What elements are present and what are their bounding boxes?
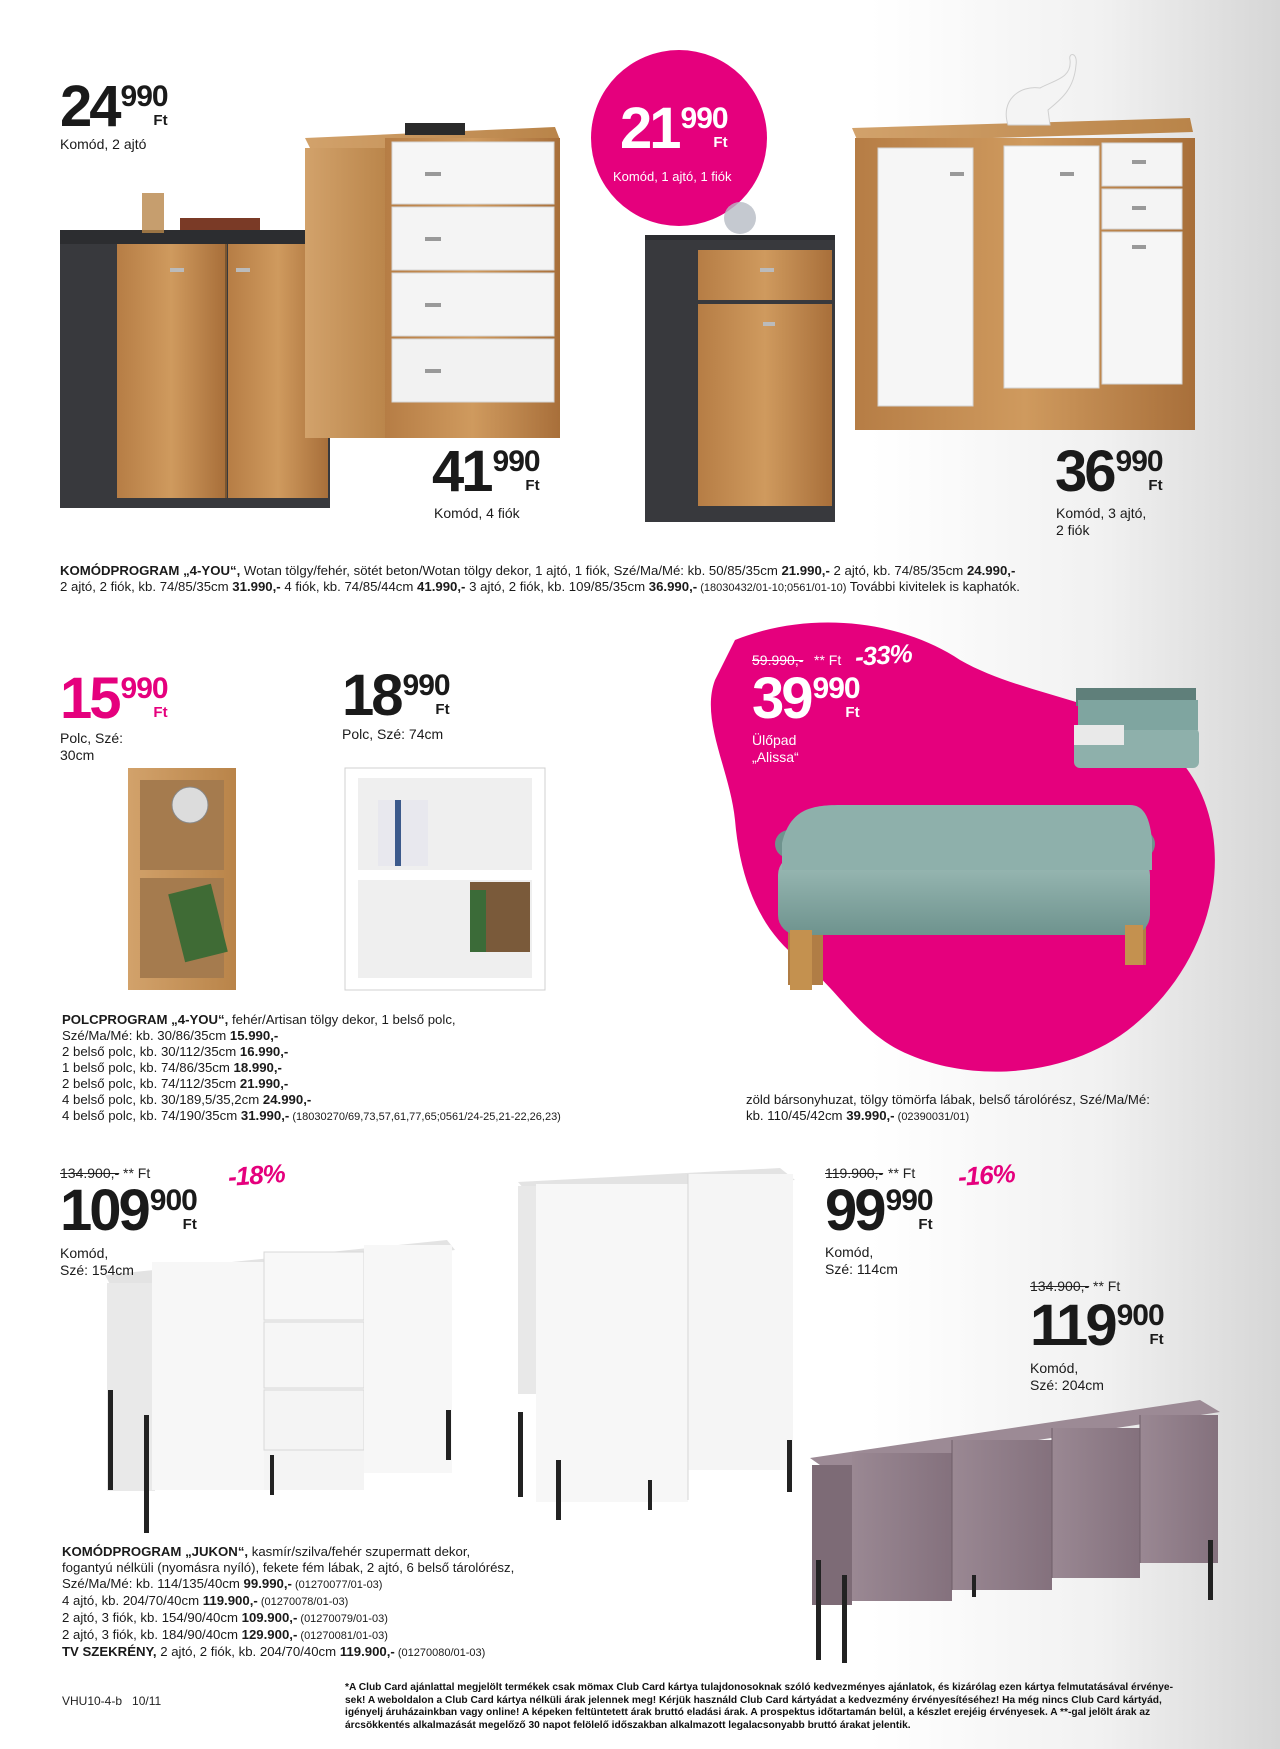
discount-sideboard-154: -18% (226, 1158, 286, 1192)
price-shelf-narrow: 15 990 Ft (60, 666, 168, 731)
old-price-suffix-sideboard-154: ** Ft (123, 1165, 151, 1181)
description-jukon: KOMÓDPROGRAM „JUKON“, kasmír/szilva/fehér szupermatt dekor, fogantyú nélküli (nyomásra nyíló), fekete fém lábak, 2 ajtó, 6 belső tárolórész, Szé/Ma/Mé: kb. 114/135/40cm 99.990,- (01270077/01-03) 4 ajtó, kb. 204/70/40cm 119.900,- (01270078/01-03) 2 ajtó, 3 fiók, kb. 154/90/40cm 109.900,- (01270079/01-03) 2 ajtó, 3 fiók, kb. 184/90/40cm 129.900,- (01270081/01-03) TV SZEKRÉNY, 2 ajtó, 2 fiók, kb. 204/70/40cm 119.900,- (01270080/01-03) (62, 1544, 515, 1659)
price-cabinet-3-door: 36 990 Ft (1055, 439, 1163, 504)
footer-code: VHU10-4-b 10/11 (62, 1694, 162, 1708)
caption-sideboard-204: Komód, Szé: 204cm (1030, 1360, 1104, 1393)
description-4you-dresser: KOMÓDPROGRAM „4-YOU“, Wotan tölgy/fehér, sötét beton/Wotan tölgy dekor, 1 ajtó, 1 fiók, Szé/Ma/Mé: kb. 50/85/35cm 21.990,- 2 ajtó, kb. 74/85/35cm 24.990,- 2 ajtó, 2 fiók, kb. 74/85/35cm 31.990,- 4 fiók, kb. 74/85/44cm 41.990,- 3 ajtó, 2 fiók, kb. 109/85/35cm 36.990,- (18030432/01-10;0561/01-10) További kivitelek is kaphatók. (60, 563, 1020, 594)
price-sideboard-204: 119 900 Ft (1030, 1293, 1164, 1358)
discount-cabinet-114: -16% (956, 1158, 1016, 1192)
description-4you-shelf: POLCPROGRAM „4-YOU“, fehér/Artisan tölgy dekor, 1 belső polc, Szé/Ma/Mé: kb. 30/86/35cm 15.990,- 2 belső polc, kb. 30/112/35cm 16.990,- 1 belső polc, kb. 74/86/35cm 18.990,- 2 belső polc, kb. 74/112/35cm 21.990,- 4 belső polc, kb. 30/189,5/35,2cm 24.990,- 4 belső polc, kb. 74/190/35cm 31.990,- (18030270/69,73,57,61,77,65;0561/24-25,21-22,26,23) (62, 1012, 561, 1123)
sideboard-white-154 (105, 1240, 455, 1533)
chest-4-drawer (305, 123, 560, 438)
caption-cabinet-3-door: Komód, 3 ajtó, 2 fiók (1056, 505, 1147, 538)
caption-shelf-narrow: Polc, Szé: 30cm (60, 730, 124, 763)
cabinet-1-door-1-drawer (645, 202, 835, 522)
old-price-sideboard-154: 134.900,- (60, 1165, 120, 1181)
price-sideboard-154: 109 900 Ft (60, 1178, 197, 1243)
disclaimer: *A Club Card ajánlattal megjelölt termékek csak mömax Club Card kártya tulajdonosoknak szóló kedvezményes ajánlatok, és kizárólag ezen kártya felmutatásával érvénye- sek! A weboldalon a Club Card kártya nélküli árak jelennek meg! Kérjük használd Club Card kártyádat a kedvezmény érvényesítéséhez! Ha még nincs Club Card kártyád, igényelj áruházainkban vagy online! A képeken feltüntetett árak bruttó eladási árak. A prospektus időtartamán belül, a készlet erejéig érvényesek. A **-gal jelölt árak az árcsökkentés alkalmazását megelőző 30 napot felölelő időszakban alkalmazott legalacsonyabb bruttó árakat jelentik. (345, 1682, 1173, 1731)
cabinet-2-door (60, 193, 330, 508)
caption-chest-4-drawer: Komód, 4 fiók (434, 505, 520, 521)
description-bench: zöld bársonyhuzat, tölgy tömörfa lábak, belső tárolórész, Szé/Ma/Mé: kb. 110/45/42cm 39.990,- (02390031/01) (746, 1092, 1150, 1123)
old-price-suffix-sideboard-204: ** Ft (1093, 1278, 1121, 1294)
caption-cabinet-1-door: Komód, 1 ajtó, 1 fiók (613, 169, 732, 184)
price-chest-4-drawer: 41 990 Ft (432, 439, 540, 504)
shelf-narrow (128, 768, 236, 990)
shelf-wide (345, 768, 545, 990)
old-price-suffix-cabinet-114: ** Ft (888, 1165, 916, 1181)
old-price-sideboard-204: 134.900,- (1030, 1278, 1090, 1294)
old-price-cabinet-114: 119.900,- (825, 1165, 884, 1181)
sideboard-plum-204 (810, 1400, 1220, 1663)
old-price-suffix-bench: ** Ft (814, 652, 842, 668)
price-cabinet-114: 99 990 Ft (825, 1178, 933, 1243)
caption-cabinet-2-door: Komód, 2 ajtó (60, 136, 147, 152)
caption-shelf-wide: Polc, Szé: 74cm (342, 726, 444, 742)
cabinet-tall-white-114 (518, 1168, 795, 1520)
price-bench: 39 990 Ft (752, 666, 860, 731)
caption-bench: Ülőpad „Alissa“ (752, 732, 799, 765)
discount-bench: -33% (853, 638, 913, 672)
caption-sideboard-154: Komód, Szé: 154cm (60, 1245, 134, 1278)
cabinet-3-door-2-drawer (852, 55, 1195, 430)
old-price-bench: 59.990,- (752, 652, 804, 668)
caption-cabinet-114: Komód, Szé: 114cm (825, 1244, 898, 1277)
price-shelf-wide: 18 990 Ft (342, 663, 450, 728)
price-cabinet-1-door: 21 990 Ft (620, 96, 728, 161)
price-cabinet-2-door: 24 990 Ft (60, 74, 168, 139)
